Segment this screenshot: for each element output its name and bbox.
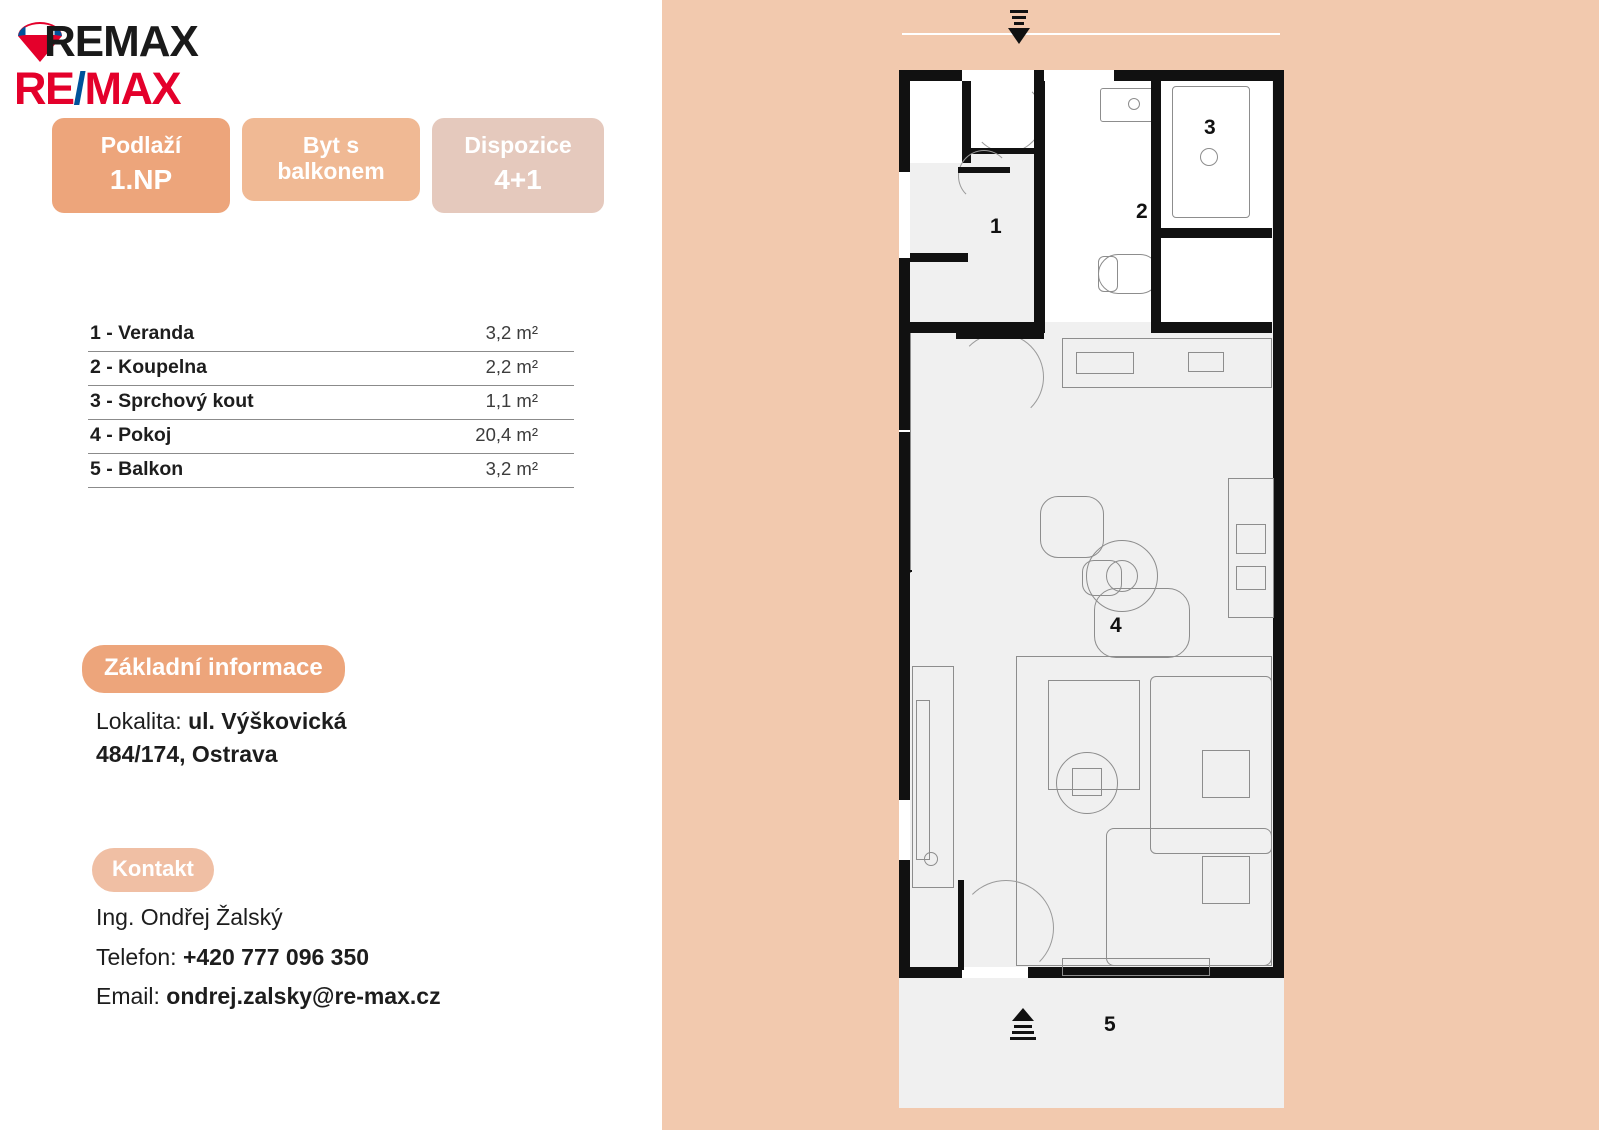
partition-bathroom-left <box>1034 81 1045 333</box>
partition-hall-bottom <box>910 322 1045 333</box>
locality-value-line1: ul. Výškovická <box>188 708 347 734</box>
window-left-lower <box>899 800 910 860</box>
property-badges <box>52 118 604 213</box>
contact-name-line <box>96 898 441 938</box>
contact-email-line <box>96 977 441 1017</box>
room-area: 3,2 m² <box>485 322 538 343</box>
balcony-arrow-up-icon <box>1006 1008 1040 1044</box>
table-row <box>88 454 574 488</box>
badge-balcony <box>242 118 420 201</box>
remax-logo <box>8 17 268 120</box>
partition-shower-left <box>1151 81 1161 236</box>
room-name: 3 - Sprchový kout <box>90 390 254 412</box>
wall-line-left <box>910 333 912 573</box>
badge-layout <box>432 118 604 213</box>
balcony-door-glazing <box>1062 958 1210 976</box>
kitchen-sink <box>1076 352 1134 374</box>
badge-floor-value: 1.NP <box>109 164 173 196</box>
locality-block <box>96 705 566 772</box>
email-label: Email: <box>96 983 160 1010</box>
window-left-upper <box>899 172 910 258</box>
wardrobe-door <box>916 700 930 860</box>
room-number-koupelna: 2 <box>1136 200 1148 223</box>
shelf-box-2 <box>1236 566 1266 590</box>
room-area: 20,4 m² <box>475 424 538 445</box>
balcony-area <box>899 978 1284 1108</box>
north-arrow-down-icon <box>998 6 1040 48</box>
partition-shower-bottom <box>1151 228 1272 238</box>
door-swing-entry <box>971 81 1043 153</box>
chair-3 <box>1082 560 1122 596</box>
toilet-tank <box>1098 256 1118 292</box>
partition-veranda-bottom <box>910 253 968 262</box>
partition-wc-bottom <box>1151 322 1272 333</box>
logo-red-suffix: MAX <box>84 63 181 114</box>
wall-node <box>910 570 912 572</box>
contact-block <box>96 898 441 1017</box>
door-leaf-veranda <box>958 167 1010 173</box>
phone-value[interactable]: +420 777 096 350 <box>182 943 370 970</box>
cooktop <box>1188 352 1224 372</box>
door-swing-veranda <box>958 150 1010 202</box>
room-name: 2 - Koupelna <box>90 356 208 378</box>
table-row <box>88 318 574 352</box>
contact-phone-line <box>96 938 441 978</box>
wall-opening-top-mid <box>1044 70 1114 81</box>
sofa-cushion-2 <box>1202 856 1250 904</box>
room-number-balkon: 5 <box>1104 1013 1116 1036</box>
badge-floor <box>52 118 230 213</box>
contact-name: Ing. Ondřej Žalský <box>96 904 283 930</box>
wardrobe-handle <box>924 852 938 866</box>
sink-drain <box>1128 98 1140 110</box>
wall-opening-top-left <box>962 70 1034 81</box>
room-area: 2,2 m² <box>485 356 538 377</box>
email-value[interactable]: ondrej.zalsky@re-max.cz <box>166 983 441 1010</box>
table-row <box>88 420 574 454</box>
sofa-cushion-1 <box>1202 750 1250 798</box>
logo-red-prefix: RE <box>14 63 74 114</box>
locality-label: Lokalita: <box>96 708 182 734</box>
contact-pill: Kontakt <box>92 848 214 892</box>
room-number-sprchovy-kout: 3 <box>1204 116 1216 139</box>
north-guide-line <box>902 33 1280 35</box>
locality-value-line2: 484/174, Ostrava <box>96 741 278 768</box>
room-name: 5 - Balkon <box>90 458 184 480</box>
badge-layout-title: Dispozice <box>464 132 572 158</box>
logo-slash: / <box>73 63 85 114</box>
room-number-pokoj: 4 <box>1110 614 1122 637</box>
room-number-veranda: 1 <box>990 215 1002 238</box>
side-table-top <box>1072 768 1102 796</box>
table-row <box>88 352 574 386</box>
room-legend-table <box>88 318 574 488</box>
badge-layout-value: 4+1 <box>494 164 542 196</box>
floorplan-panel <box>662 0 1599 1130</box>
chair-1 <box>1040 496 1104 558</box>
door-swing-room <box>956 333 1044 421</box>
table-row <box>88 386 574 420</box>
badge-balcony-title: Byt s balkonem <box>277 132 385 185</box>
veranda-entry-fill <box>910 81 962 163</box>
door-leaf-bottom <box>958 880 964 970</box>
badge-floor-title: Podlaží <box>100 132 182 158</box>
room-name: 4 - Pokoj <box>90 424 172 446</box>
partition-veranda-right-upper <box>962 81 971 163</box>
shelf-box-1 <box>1236 524 1266 554</box>
logo-top-wordmark: REMAX <box>44 17 198 66</box>
basic-info-heading <box>82 645 345 693</box>
room-area: 3,2 m² <box>485 458 538 479</box>
door-leaf-room <box>956 333 1044 339</box>
room-area: 1,1 m² <box>485 390 538 411</box>
floorplan-drawing <box>898 0 1284 1130</box>
phone-label: Telefon: <box>96 943 177 970</box>
room-name: 1 - Veranda <box>90 322 195 344</box>
shower-drain <box>1200 148 1218 166</box>
partition-wc-left <box>1151 238 1161 333</box>
door-swing-bottom <box>958 880 1054 976</box>
wc-niche-fill <box>1161 238 1272 322</box>
info-panel <box>0 0 662 1130</box>
wall-mark-left <box>899 430 910 432</box>
logo-bottom-wordmark <box>14 63 181 114</box>
contact-heading <box>92 848 214 892</box>
chair-2 <box>1094 588 1190 658</box>
basic-info-pill: Základní informace <box>82 645 345 693</box>
